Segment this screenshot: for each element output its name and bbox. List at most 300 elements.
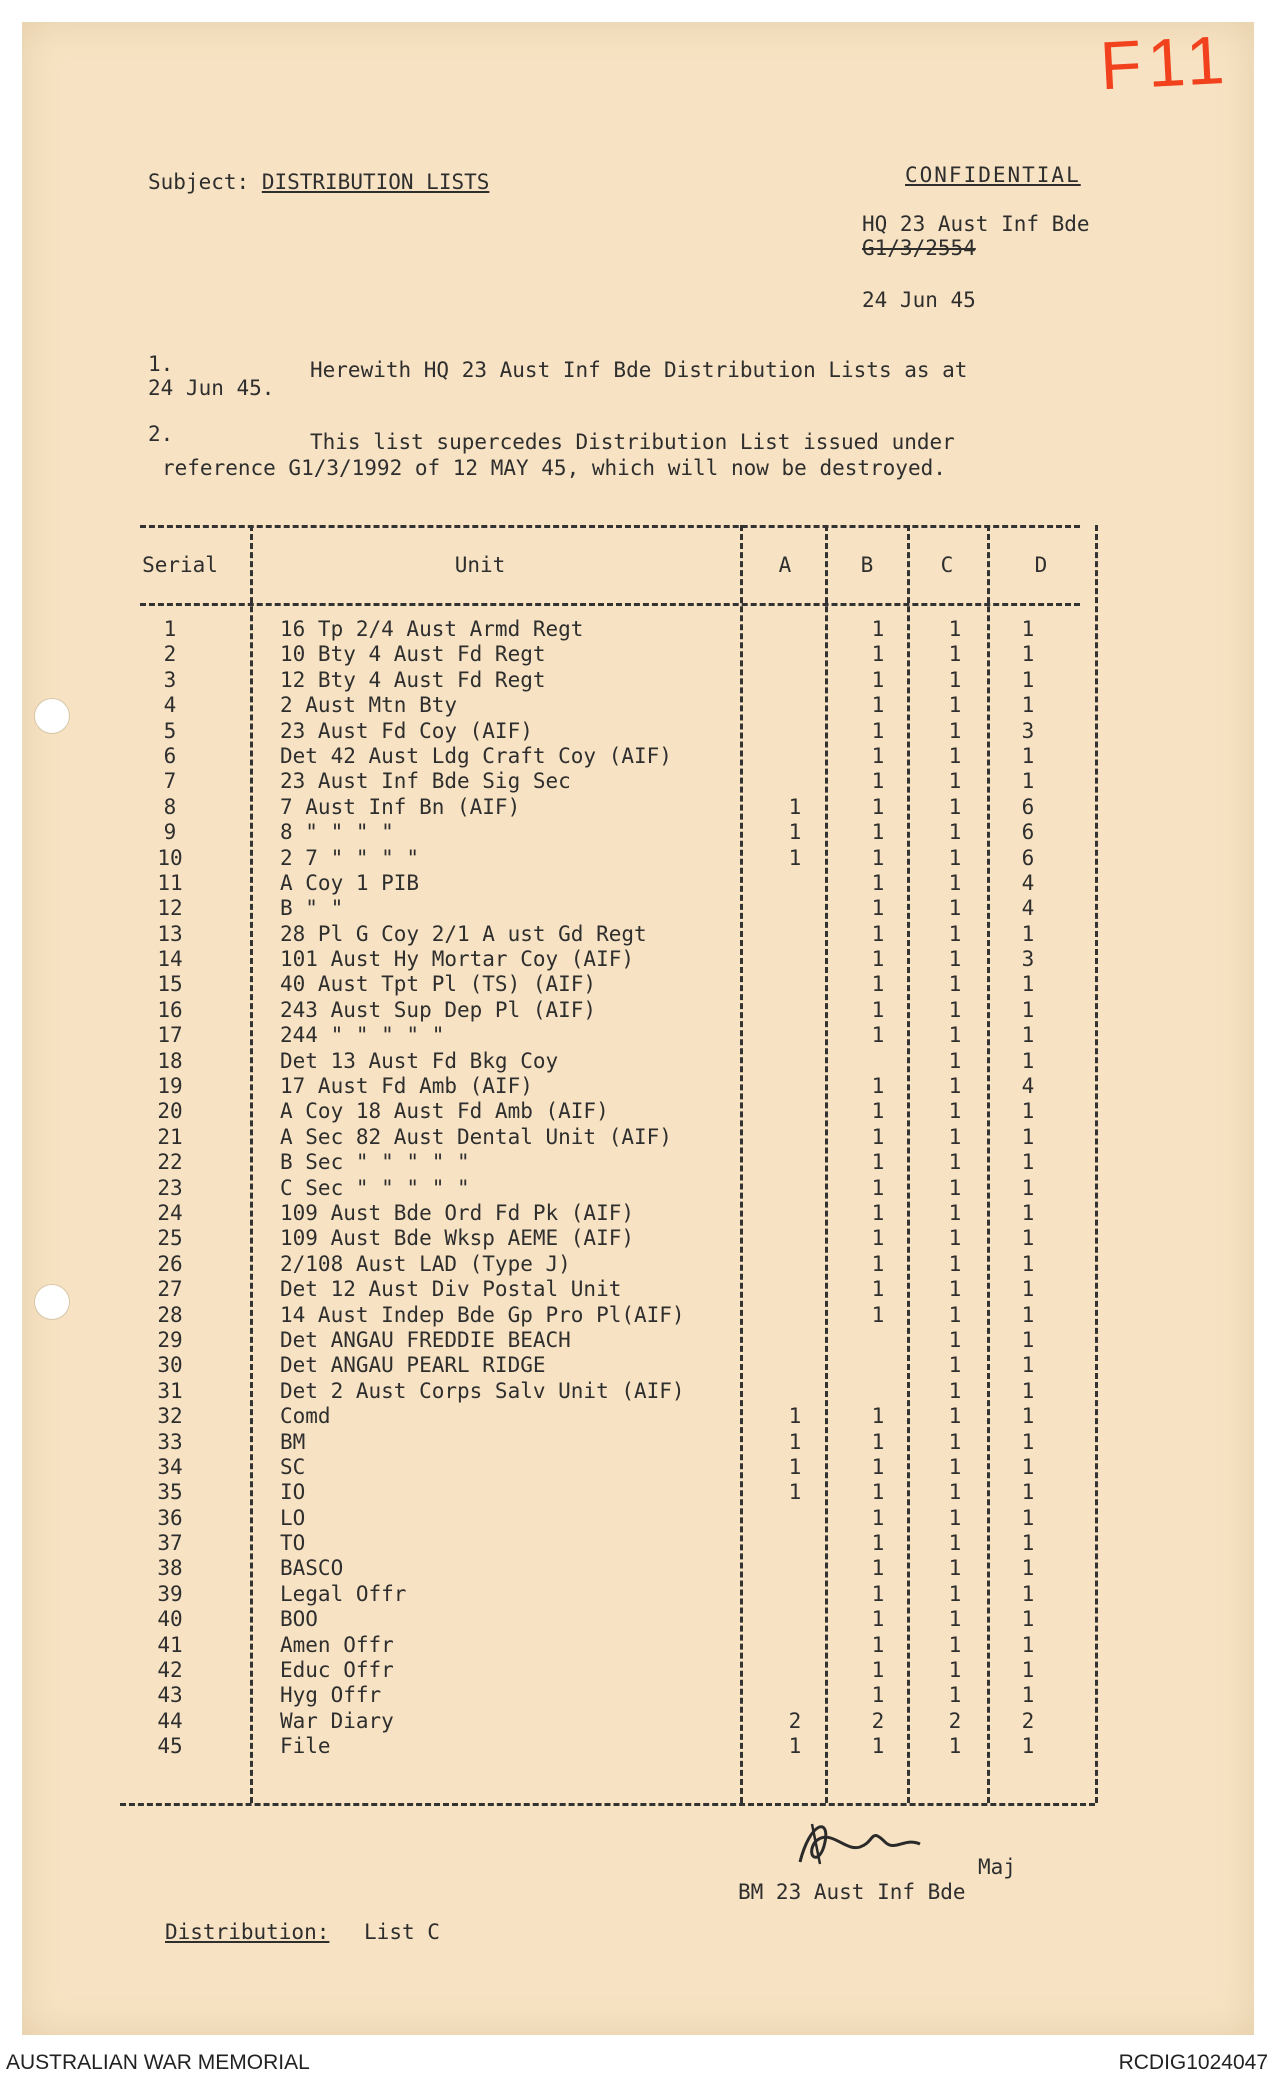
table-row — [120, 922, 1100, 947]
subject-line — [148, 170, 489, 194]
col-d-cell: 1 — [1021, 1327, 1035, 1352]
col-d-cell: 1 — [1021, 972, 1035, 997]
col-a-cell: 1 — [788, 1480, 802, 1505]
subject-value: DISTRIBUTION LISTS — [261, 170, 490, 194]
table-row — [120, 1658, 1100, 1683]
col-c-cell: 1 — [948, 1607, 962, 1632]
col-d-cell: 1 — [1021, 743, 1035, 768]
serial-cell: 35 — [157, 1480, 183, 1505]
col-d-cell: 3 — [1021, 718, 1035, 743]
col-c-cell: 1 — [948, 921, 962, 946]
col-c-cell: 1 — [948, 667, 962, 692]
col-b-cell: 1 — [871, 1150, 885, 1175]
col-b-cell: 1 — [871, 1480, 885, 1505]
classification: CONFIDENTIAL — [905, 163, 1081, 187]
table-row — [120, 1430, 1100, 1455]
col-c-cell: 1 — [948, 1023, 962, 1048]
col-b-cell: 1 — [871, 870, 885, 895]
table-row — [120, 871, 1100, 896]
unit-cell: B Sec " " " " " — [280, 1150, 470, 1175]
footer-institution: AUSTRALIAN WAR MEMORIAL — [6, 2051, 310, 2074]
table-row — [120, 1074, 1100, 1099]
header-b: B — [860, 553, 874, 577]
col-d-cell: 1 — [1021, 1632, 1035, 1657]
unit-cell: Det ANGAU FREDDIE BEACH — [280, 1327, 571, 1352]
col-a-cell: 1 — [788, 1429, 802, 1454]
serial-cell: 36 — [157, 1505, 183, 1530]
col-c-cell: 1 — [948, 1404, 962, 1429]
col-c-cell: 1 — [948, 870, 962, 895]
distribution-label: Distribution: — [165, 1920, 330, 1944]
table-row — [120, 1303, 1100, 1328]
serial-cell: 34 — [157, 1454, 183, 1479]
serial-cell: 2 — [163, 642, 177, 667]
col-b-cell: 1 — [871, 1683, 885, 1708]
table-row — [120, 1379, 1100, 1404]
file-reference: G1/3/2554 — [862, 236, 976, 260]
unit-cell: Amen Offr — [280, 1632, 394, 1657]
table-row — [120, 1328, 1100, 1353]
col-d-cell: 3 — [1021, 947, 1035, 972]
unit-cell: War Diary — [280, 1708, 394, 1733]
col-c-cell: 1 — [948, 1378, 962, 1403]
unit-cell: 23 Aust Inf Bde Sig Sec — [280, 769, 571, 794]
col-b-cell: 1 — [871, 1505, 885, 1530]
subject-label: Subject: — [148, 170, 250, 194]
col-b-cell: 1 — [871, 947, 885, 972]
col-b-cell: 1 — [871, 718, 885, 743]
serial-cell: 45 — [157, 1734, 183, 1759]
table-row — [120, 1226, 1100, 1251]
col-c-cell: 1 — [948, 896, 962, 921]
serial-cell: 30 — [157, 1353, 183, 1378]
serial-cell: 27 — [157, 1277, 183, 1302]
table-top-rule — [140, 525, 1080, 528]
col-b-cell: 2 — [871, 1708, 885, 1733]
unit-cell: Comd — [280, 1404, 331, 1429]
unit-cell: Det 2 Aust Corps Salv Unit (AIF) — [280, 1378, 685, 1403]
col-b-cell: 1 — [871, 1200, 885, 1225]
serial-cell: 15 — [157, 972, 183, 997]
serial-cell: 14 — [157, 947, 183, 972]
col-c-cell: 1 — [948, 1226, 962, 1251]
col-b-cell: 1 — [871, 1734, 885, 1759]
table-row — [120, 744, 1100, 769]
col-c-cell: 1 — [948, 1251, 962, 1276]
unit-cell: 17 Aust Fd Amb (AIF) — [280, 1074, 533, 1099]
unit-cell: File — [280, 1734, 331, 1759]
col-b-cell: 1 — [871, 997, 885, 1022]
serial-cell: 1 — [163, 617, 177, 641]
para-1-number: 1. — [148, 352, 174, 376]
header-unit: Unit — [454, 553, 506, 577]
col-c-cell: 1 — [948, 947, 962, 972]
col-c-cell: 1 — [948, 1505, 962, 1530]
header-d: D — [1034, 553, 1048, 577]
col-c-cell: 1 — [948, 1302, 962, 1327]
unit-cell: 2/108 Aust LAD (Type J) — [280, 1251, 571, 1276]
table-row — [120, 1633, 1100, 1658]
unit-cell: A Coy 18 Aust Fd Amb (AIF) — [280, 1099, 609, 1124]
unit-cell: 243 Aust Sup Dep Pl (AIF) — [280, 997, 597, 1022]
unit-cell: 16 Tp 2/4 Aust Armd Regt — [280, 617, 584, 641]
unit-cell: 109 Aust Bde Ord Fd Pk (AIF) — [280, 1200, 635, 1225]
col-c-cell: 1 — [948, 1454, 962, 1479]
serial-cell: 29 — [157, 1327, 183, 1352]
col-d-cell: 2 — [1021, 1708, 1035, 1733]
col-b-cell: 1 — [871, 972, 885, 997]
col-d-cell: 1 — [1021, 1581, 1035, 1606]
col-b-cell: 1 — [871, 642, 885, 667]
unit-cell: 2 Aust Mtn Bty — [280, 693, 458, 718]
col-d-cell: 1 — [1021, 1124, 1035, 1149]
unit-cell: 7 Aust Inf Bn (AIF) — [280, 794, 521, 819]
table-row — [120, 1506, 1100, 1531]
col-c-cell: 1 — [948, 693, 962, 718]
serial-cell: 32 — [157, 1404, 183, 1429]
col-c-cell: 1 — [948, 1175, 962, 1200]
archive-footer — [0, 2045, 1276, 2081]
table-row — [120, 1531, 1100, 1556]
para-1-continuation: 24 Jun 45. — [148, 376, 275, 400]
table-row — [120, 820, 1100, 845]
serial-cell: 28 — [157, 1302, 183, 1327]
unit-cell: BOO — [280, 1607, 318, 1632]
table-row — [120, 1734, 1100, 1759]
col-c-cell: 1 — [948, 1353, 962, 1378]
serial-cell: 24 — [157, 1200, 183, 1225]
col-d-cell: 1 — [1021, 769, 1035, 794]
col-d-cell: 1 — [1021, 1048, 1035, 1073]
table-row — [120, 693, 1100, 718]
unit-cell: 40 Aust Tpt Pl (TS) (AIF) — [280, 972, 597, 997]
unit-cell: A Coy 1 PIB — [280, 870, 420, 895]
col-d-cell: 1 — [1021, 642, 1035, 667]
col-b-cell: 1 — [871, 1124, 885, 1149]
col-d-cell: 1 — [1021, 1200, 1035, 1225]
distribution-value: List C — [364, 1920, 440, 1944]
table-row — [120, 1252, 1100, 1277]
table-row — [120, 668, 1100, 693]
serial-cell: 18 — [157, 1048, 183, 1073]
col-b-cell: 1 — [871, 693, 885, 718]
table-row — [120, 1099, 1100, 1124]
col-d-cell: 1 — [1021, 1175, 1035, 1200]
col-d-cell: 1 — [1021, 1505, 1035, 1530]
col-d-cell: 1 — [1021, 1150, 1035, 1175]
serial-cell: 23 — [157, 1175, 183, 1200]
serial-cell: 16 — [157, 997, 183, 1022]
unit-cell: 109 Aust Bde Wksp AEME (AIF) — [280, 1226, 635, 1251]
col-b-cell: 1 — [871, 896, 885, 921]
col-d-cell: 1 — [1021, 1404, 1035, 1429]
table-row — [120, 1176, 1100, 1201]
col-d-cell: 6 — [1021, 820, 1035, 845]
serial-cell: 26 — [157, 1251, 183, 1276]
col-a-cell: 1 — [788, 1404, 802, 1429]
col-b-cell: 1 — [871, 667, 885, 692]
col-b-cell: 1 — [871, 1658, 885, 1683]
table-row — [120, 947, 1100, 972]
col-c-cell: 1 — [948, 1480, 962, 1505]
col-c-cell: 1 — [948, 1099, 962, 1124]
col-c-cell: 1 — [948, 1531, 962, 1556]
para-2-number: 2. — [148, 422, 174, 446]
serial-cell: 41 — [157, 1632, 183, 1657]
unit-cell: TO — [280, 1531, 306, 1556]
col-b-cell: 1 — [871, 1581, 885, 1606]
table-row — [120, 1480, 1100, 1505]
unit-cell: 28 Pl G Coy 2/1 A ust Gd Regt — [280, 921, 647, 946]
unit-cell: 2 7 " " " " — [280, 845, 420, 870]
col-b-cell: 1 — [871, 743, 885, 768]
col-d-cell: 1 — [1021, 1099, 1035, 1124]
col-c-cell: 1 — [948, 1581, 962, 1606]
serial-cell: 10 — [157, 845, 183, 870]
col-c-cell: 2 — [948, 1708, 962, 1733]
col-b-cell: 1 — [871, 1099, 885, 1124]
col-a-cell: 2 — [788, 1708, 802, 1733]
col-c-cell: 1 — [948, 1048, 962, 1073]
col-d-cell: 1 — [1021, 1454, 1035, 1479]
table-row — [120, 1125, 1100, 1150]
serial-cell: 8 — [163, 794, 177, 819]
col-d-cell: 1 — [1021, 1734, 1035, 1759]
unit-cell: Det ANGAU PEARL RIDGE — [280, 1353, 546, 1378]
col-d-cell: 1 — [1021, 997, 1035, 1022]
footer-identifier: RCDIG1024047 — [1118, 2051, 1268, 2074]
col-d-cell: 1 — [1021, 1556, 1035, 1581]
col-c-cell: 1 — [948, 845, 962, 870]
col-b-cell: 1 — [871, 1607, 885, 1632]
table-row — [120, 1607, 1100, 1632]
col-a-cell: 1 — [788, 845, 802, 870]
col-b-cell: 1 — [871, 1429, 885, 1454]
col-c-cell: 1 — [948, 1658, 962, 1683]
col-c-cell: 1 — [948, 820, 962, 845]
col-a-cell: 1 — [788, 1734, 802, 1759]
unit-cell: 101 Aust Hy Mortar Coy (AIF) — [280, 947, 635, 972]
col-c-cell: 1 — [948, 1556, 962, 1581]
unit-cell: 10 Bty 4 Aust Fd Regt — [280, 642, 546, 667]
col-b-cell: 1 — [871, 769, 885, 794]
table-row — [120, 769, 1100, 794]
unit-cell: Legal Offr — [280, 1581, 407, 1606]
col-c-cell: 1 — [948, 642, 962, 667]
col-a-cell: 1 — [788, 820, 802, 845]
unit-cell: BASCO — [280, 1556, 344, 1581]
table-row — [120, 1683, 1100, 1708]
col-d-cell: 1 — [1021, 1226, 1035, 1251]
serial-cell: 44 — [157, 1708, 183, 1733]
punch-hole — [34, 1284, 70, 1320]
table-row — [120, 1582, 1100, 1607]
header-c: C — [940, 553, 954, 577]
col-b-cell: 1 — [871, 1251, 885, 1276]
distribution-table — [120, 525, 1100, 1805]
serial-cell: 43 — [157, 1683, 183, 1708]
col-c-cell: 1 — [948, 1200, 962, 1225]
table-row — [120, 846, 1100, 871]
from-hq: HQ 23 Aust Inf Bde — [862, 212, 1090, 236]
col-d-cell: 1 — [1021, 1378, 1035, 1403]
col-d-cell: 1 — [1021, 1683, 1035, 1708]
unit-cell: LO — [280, 1505, 306, 1530]
col-d-cell: 1 — [1021, 693, 1035, 718]
col-d-cell: 1 — [1021, 1531, 1035, 1556]
col-c-cell: 1 — [948, 1683, 962, 1708]
col-c-cell: 1 — [948, 1327, 962, 1352]
col-d-cell: 6 — [1021, 794, 1035, 819]
col-c-cell: 1 — [948, 769, 962, 794]
serial-cell: 5 — [163, 718, 177, 743]
signature-rank: Maj — [978, 1855, 1016, 1879]
unit-cell: Det 13 Aust Fd Bkg Coy — [280, 1048, 559, 1073]
col-b-cell: 1 — [871, 1632, 885, 1657]
serial-cell: 7 — [163, 769, 177, 794]
table-row — [120, 896, 1100, 921]
col-c-cell: 1 — [948, 718, 962, 743]
table-row — [120, 1277, 1100, 1302]
table-row — [120, 1556, 1100, 1581]
unit-cell: Hyg Offr — [280, 1683, 382, 1708]
col-b-cell: 1 — [871, 1074, 885, 1099]
para-2-continuation: reference G1/3/1992 of 12 MAY 45, which will now be destroyed. — [162, 456, 946, 480]
unit-cell: Educ Offr — [280, 1658, 394, 1683]
serial-cell: 37 — [157, 1531, 183, 1556]
col-c-cell: 1 — [948, 794, 962, 819]
col-b-cell: 1 — [871, 1404, 885, 1429]
col-b-cell: 1 — [871, 1556, 885, 1581]
col-d-cell: 1 — [1021, 1658, 1035, 1683]
unit-cell: SC — [280, 1454, 306, 1479]
col-d-cell: 1 — [1021, 1251, 1035, 1276]
col-d-cell: 1 — [1021, 617, 1035, 641]
col-d-cell: 1 — [1021, 667, 1035, 692]
col-c-cell: 1 — [948, 1277, 962, 1302]
col-c-cell: 1 — [948, 743, 962, 768]
serial-cell: 40 — [157, 1607, 183, 1632]
serial-cell: 12 — [157, 896, 183, 921]
serial-cell: 42 — [157, 1658, 183, 1683]
unit-cell: 244 " " " " " — [280, 1023, 445, 1048]
col-d-cell: 1 — [1021, 1607, 1035, 1632]
table-row — [120, 1455, 1100, 1480]
table-row — [120, 1150, 1100, 1175]
col-c-cell: 1 — [948, 1124, 962, 1149]
unit-cell: Det 12 Aust Div Postal Unit — [280, 1277, 622, 1302]
serial-cell: 25 — [157, 1226, 183, 1251]
col-d-cell: 1 — [1021, 921, 1035, 946]
serial-cell: 13 — [157, 921, 183, 946]
document-date: 24 Jun 45 — [862, 288, 976, 312]
serial-cell: 6 — [163, 743, 177, 768]
col-a-cell: 1 — [788, 1454, 802, 1479]
col-d-cell: 1 — [1021, 1277, 1035, 1302]
col-b-cell: 1 — [871, 1023, 885, 1048]
col-d-cell: 6 — [1021, 845, 1035, 870]
col-b-cell: 1 — [871, 845, 885, 870]
unit-cell: 14 Aust Indep Bde Gp Pro Pl(AIF) — [280, 1302, 685, 1327]
col-b-cell: 1 — [871, 921, 885, 946]
col-c-cell: 1 — [948, 1632, 962, 1657]
table-row — [120, 617, 1100, 642]
serial-cell: 3 — [163, 667, 177, 692]
unit-cell: Det 42 Aust Ldg Craft Coy (AIF) — [280, 743, 672, 768]
table-row — [120, 719, 1100, 744]
col-a-cell: 1 — [788, 794, 802, 819]
serial-cell: 11 — [157, 870, 183, 895]
unit-cell: B " " — [280, 896, 344, 921]
unit-cell: BM — [280, 1429, 306, 1454]
table-row — [120, 1404, 1100, 1429]
col-d-cell: 4 — [1021, 1074, 1035, 1099]
serial-cell: 20 — [157, 1099, 183, 1124]
header-a: A — [778, 553, 792, 577]
col-b-cell: 1 — [871, 820, 885, 845]
serial-cell: 19 — [157, 1074, 183, 1099]
col-d-cell: 4 — [1021, 870, 1035, 895]
serial-cell: 33 — [157, 1429, 183, 1454]
table-row — [120, 1353, 1100, 1378]
table-body — [120, 617, 1100, 1760]
signature-appointment: BM 23 Aust Inf Bde — [738, 1880, 966, 1904]
unit-cell: 8 " " " " — [280, 820, 394, 845]
unit-cell: A Sec 82 Aust Dental Unit (AIF) — [280, 1124, 672, 1149]
table-row — [120, 1049, 1100, 1074]
col-c-cell: 1 — [948, 1150, 962, 1175]
header-serial: Serial — [142, 553, 218, 577]
serial-cell: 17 — [157, 1023, 183, 1048]
col-b-cell: 1 — [871, 1277, 885, 1302]
col-b-cell: 1 — [871, 1531, 885, 1556]
col-b-cell: 1 — [871, 1302, 885, 1327]
table-bottom-rule — [120, 1803, 1095, 1806]
table-row — [120, 1023, 1100, 1048]
serial-cell: 4 — [163, 693, 177, 718]
serial-cell: 39 — [157, 1581, 183, 1606]
unit-cell: C Sec " " " " " — [280, 1175, 470, 1200]
col-d-cell: 1 — [1021, 1023, 1035, 1048]
reference-mark: F11 — [1098, 21, 1233, 105]
punch-hole — [34, 698, 70, 734]
para-1-text: Herewith HQ 23 Aust Inf Bde Distribution Lists as at — [310, 358, 968, 382]
serial-cell: 9 — [163, 820, 177, 845]
serial-cell: 31 — [157, 1378, 183, 1403]
col-c-cell: 1 — [948, 1429, 962, 1454]
table-header-rule — [140, 603, 1080, 606]
col-b-cell: 1 — [871, 1226, 885, 1251]
col-d-cell: 4 — [1021, 896, 1035, 921]
table-row — [120, 795, 1100, 820]
table-row — [120, 1709, 1100, 1734]
col-d-cell: 1 — [1021, 1429, 1035, 1454]
table-row — [120, 972, 1100, 997]
col-d-cell: 1 — [1021, 1353, 1035, 1378]
col-c-cell: 1 — [948, 617, 962, 641]
table-row — [120, 998, 1100, 1023]
serial-cell: 22 — [157, 1150, 183, 1175]
table-row — [120, 1201, 1100, 1226]
col-b-cell: 1 — [871, 617, 885, 641]
table-row — [120, 642, 1100, 667]
col-b-cell: 1 — [871, 1454, 885, 1479]
signature-scribble — [790, 1812, 930, 1872]
col-b-cell: 1 — [871, 794, 885, 819]
serial-cell: 38 — [157, 1556, 183, 1581]
col-c-cell: 1 — [948, 997, 962, 1022]
col-c-cell: 1 — [948, 972, 962, 997]
